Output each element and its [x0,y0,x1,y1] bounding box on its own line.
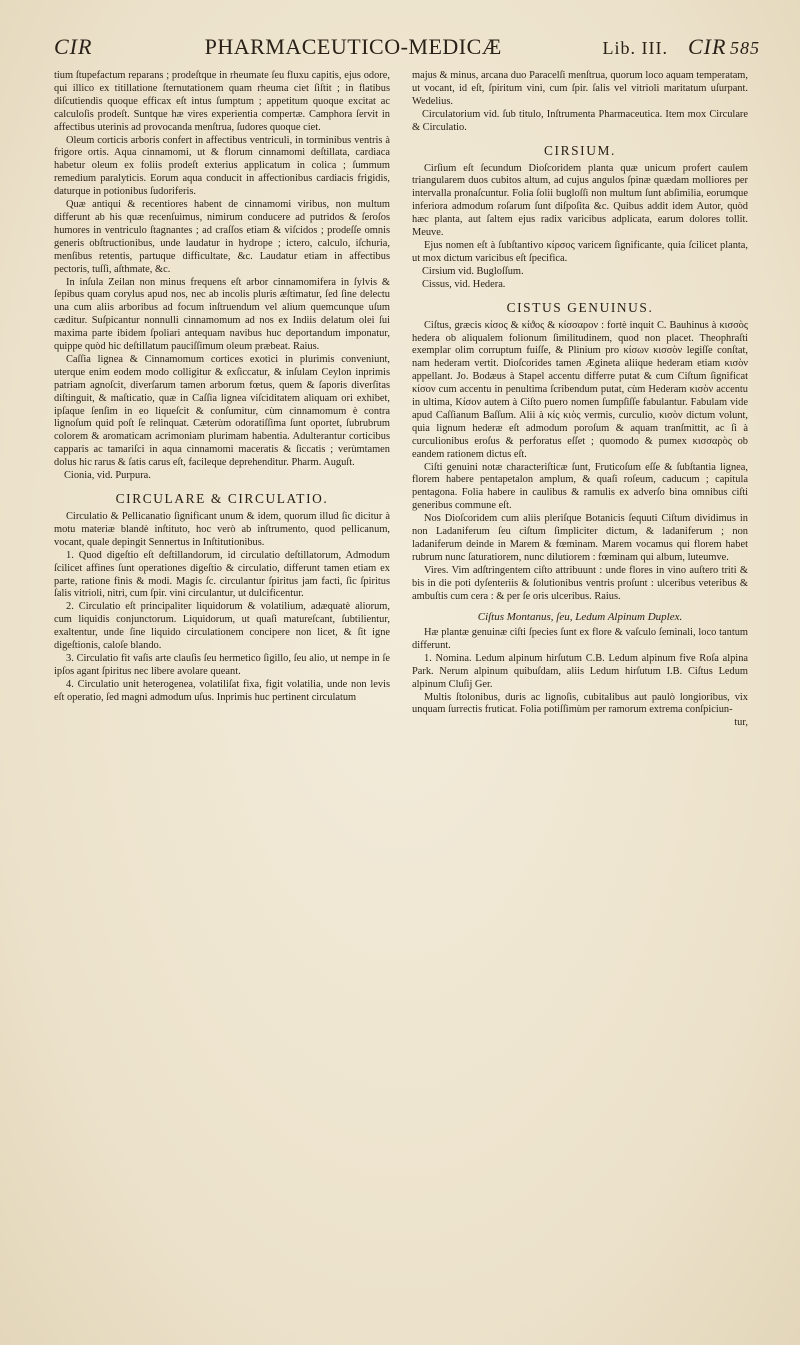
paragraph: 1. Nomina. Ledum alpinum hirſutum C.B. Ledum alpinum five Roſa alpina Park. Nerum alpinum quibuſdam, aliis Ledum hirſutum I.B. Ciſtus Ledum alpinum Cluſij Ger. [412,652,748,690]
right-column [412,70,748,729]
header-book-label: Lib. III. [602,38,668,58]
paragraph: majus & minus, arcana duo Paracelſi menſtrua, quorum loco aquam temperatam, ut vocant, id eſt, ſpiritum vini, cum ſpir. ſalis vel vitrioli maritatum uſurpant. Wedelius. [412,70,748,107]
paragraph: 1. Quod digeſtio eſt deſtillandorum, id circulatio deſtillatorum, Admodum ſcilicet affines ſunt operationes digeſtio & circulatio, differunt tamen etiam ex parte, ratione finis & modi. Magis ſc. circulantur ſpiritus jam facti, ſic ſpiritus ſalis vitrioli, nitri, cum ſpir. vini circulantur, ut dulcificentur. [54,549,390,600]
cross-reference-entry: Cissus, vid. Hedera. [422,278,506,290]
cross-reference-entry: Cionia, vid. Purpura. [64,470,151,482]
paragraph: Hæ plantæ genuinæ ciſti ſpecies ſunt ex flore & vaſculo ſeminali, loco tantum differunt. [412,627,748,651]
paragraph: tium ſtupefactum reparans ; prodeſtque in rheumate ſeu fluxu capitis, ejus odore, qui illico ex titillatione ſternutationem quam rheuma ciet ſiſtit ; in flatibus diſcutiendis quoque efficax eſt intus ſumptum ; appetitum quoque excitat ac calculoſis prodeſt. Suntque hæ vires experientia compertæ. Camphora ſervit in affectibus uterinis ad provocanda menſtrua, ſudores quoque ciet. [54,70,390,133]
page-number: 585 [730,38,760,58]
paragraph: Multis ſtolonibus, duris ac lignoſis, cubitalibus aut paulò longioribus, vix unquam ſurrectis fruticat. Folia potiſſimùm per ramorum extrema conſpiciun- [412,691,748,716]
paragraph: 2. Circulatio eſt principaliter liquidorum & volatilium, adæquatè aliorum, cum liquidis conjunctorum. Liquidorum, ut quaſi matureſcant, ſubtilientur, exaltentur, unde ſine liquido circulationem concipere non licet, & ſit igne digeſtionis, caloſe blando. [54,601,390,652]
running-head [54,34,760,62]
paragraph: Quæ antiqui & recentiores habent de cinnamomi viribus, non multum differunt ab his quæ recenſuimus, nimirum conducere ad putridos & ſeroſos humores in ventriculo ſtagnantes ; ad craſſos etiam & viſcidos ; prodeſſe omnis generis obſtructionibus, unde laudatur in hydrope ; ictero, calculo, iſchuria, menſibus retentis, partuque difficultate, &c. Laudatur etiam in affectibus pectoris, tuſſi, aſthmate, &c. [54,199,390,275]
paragraph: Oleum corticis arboris confert in affectibus ventriculi, in torminibus ventris à frigore ortis. Aqua cinnamomi, ut & florum cinnamomi deſtillata, cardiaca habetur oleum ex foliis prodeſt exterius applicatum in colica ; ſummum remedium paralyticis. Eorum aqua conducit in affectionibus cardiacis frigidis, daturque in potionibus ſudoriferis. [54,134,390,198]
paragraph: 3. Circulatio fit vaſis arte clauſis ſeu hermetico ſigillo, ſeu alio, ut nempe in ſe ipſos agant ſpiritus nec libere avolare queant. [54,652,390,677]
header-left-catchword: CIR [54,34,93,59]
paragraph: Ciſti genuini notæ characteriſticæ ſunt, Fruticoſum eſſe & ſubſtantia lignea, florem habere pentapetalon amplum, & quaſi roſeum, caducum ; capitula pentagona. Folia habere in caulibus & ramulis ex adverſo bina omnibus ciſti generibus commune eſt. [412,461,748,512]
paragraph: 4. Circulatio unit heterogenea, volatiliſat fixa, figit volatilia, unde non levis eſt operatio, ſed magni admodum uſus. Inprimis huc pertinent circulatum [54,678,390,703]
paragraph: Vires. Vim adſtringentem ciſto attribuunt : unde flores in vino auſtero triti & bis in die poti dyſenteriis & ſolutionibus ventris proſunt : ulceribus veteribus & ambuſtis cum cera : & per ſe oris ulceribus. Raius. [412,564,748,602]
paragraph: Caſſia lignea & Cinnamomum cortices exotici in plurimis conveniunt, uterque enim eodem modo colligitur & exſiccatur, & inſulam Ceylon inprimis patriam agnoſcit, diverſarum tamen arborum fœtus, quem & ſaporis diverſitas diſtinguit, & maſticatio, quæ in Caſſia lignea viſciditatem aliquam ori exhibet, ipſaque ſenſim in eo liqueſcit & conſumitur, cùm cinnamomum è contra lignoſum quid poſt ſe relinquat. Cæterùm odoratiſſima ſunt oportet, ſubrubrum colorem & aromaticam acrimoniam plurimam habentia. Adulterantur corticibus capparis ac tamariſci in aqua cinnamomi maceratis & ſiccatis ; verùmtamen dolus hic rarus & ſatis carus eſt, facileque deprehenditur. Pharm. Auguſt. [54,353,390,469]
paragraph: Cirſium eſt ſecundum Dioſcoridem planta quæ unicum profert caulem triangularem duos cubitos altum, ad cujus angulos ſpinæ quædam molliores per intervalla pronaſcuntur. Folia ſolii bugloſſi non multum ſunt abſimilia, eorumque inferiora admodum roſarum ſunt diſpoſita &c. Quibus addit idem Autor, quòd hæc planta, aut ſaltem ejus radix varicibus adplicata, earum dolores tollit. Meuve. [412,162,748,239]
paragraph: Ejus nomen eſt à ſubſtantivo κίρσος varicem ſignificante, quia ſcilicet planta, ut mox dictum varicibus eſt ſpecifica. [412,239,748,264]
cross-reference-entry: Circulatorium vid. ſub titulo, Inſtrumenta Pharmaceutica. Item mox Circulare & Circulatio. [412,108,748,133]
paragraph: Nos Dioſcoridem cum aliis pleriſque Botanicis ſequuti Ciſtum dividimus in non Ladaniferum ſeu ciſtum ſimpliciter dictum, & ladaniferum ; non ladaniferum deinde in Marem & fœminam. Marem vocamus qui florem habet rubrum nunc ſaturatiorem, nunc dilutiorem : fœminam qui album, luteumve. [412,513,748,563]
cross-reference-entry: Cirsium vid. Bugloſſum. [422,265,524,277]
header-right-catchword: CIR [688,34,727,59]
text-columns [54,70,760,729]
left-column [54,70,390,729]
catchword: tur, [734,717,748,729]
section-heading: CISTUS GENUINUS. [506,299,654,315]
paragraph: Ciſtus, græcis κίσος & κίϑος & κίσσαρον : fortè inquit C. Bauhinus à κισσὸς hedera ob aliqualem folionum ſimilitudinem, quod non placet. Theophraſti exemplar olim corruptum fuiſſe, & Plinium pro κίσων κισσὸν legiſſe conſtat, nam hederam vertit. Dioſcorides tamen Ægineta aliique hederam etiam κισὸν appellant. Jo. Bodæus à Stapel accentu differre putat & cum Ciſtum ſignificat κίσον cum accentu in penultima ſcribendum putat, cùm Hederam κισὸν accentu in ultima, Kίσον autem à Ciſto puero nomen ſumpſiſſe fabulantur. Fabulam vide apud Caſſianum Baſſum. Alii à κίς κιὸς vermis, curculio, κισὸν dictum volunt, quia lignum hederæ eſt admodum poroſum & aquam tranſmittit, ac ſi à curculionibus eroſus & perforatus eſſet ; quomodo & pumex κισσαρὸς ob eandem rationem dictus eſt. [412,319,748,460]
subsection-heading: Ciſtus Montanus, ſeu, Ledum Alpinum Duplex. [477,610,683,623]
section-heading: CIRCULARE & CIRCULATIO. [115,491,329,506]
paragraph: In inſula Zeilan non minus frequens eſt arbor cinnamomifera in ſylvis & ſepibus quam corylus apud nos, nec ab incolis pluris æſtimatur, ſed ſine delectu una cum aliis arboribus ad focum inſtruendum vel alium quemcunque uſum cæditur. Suſpicantur nonnulli cinnamomum ad nos ex Indiis delatum olei ſui maxima parte ibidem ſpoliari antequam navibus huc deportandum imponatur, quippe quòd hic deſtillatum pauciſſimum oleum præbeat. Raius. [54,276,390,353]
paragraph: Circulatio & Pellicanatio ſignificant unum & idem, quorum illud ſic dicitur à motu materiæ blandè inſtituto, hoc verò ab inſtrumento, quod pellicanum, vocant, quale depingit Sennertus in Inſtitutionibus. [54,511,390,548]
section-heading: CIRSIUM. [544,142,616,158]
header-title: PHARMACEUTICO-MEDICÆ [204,34,502,59]
